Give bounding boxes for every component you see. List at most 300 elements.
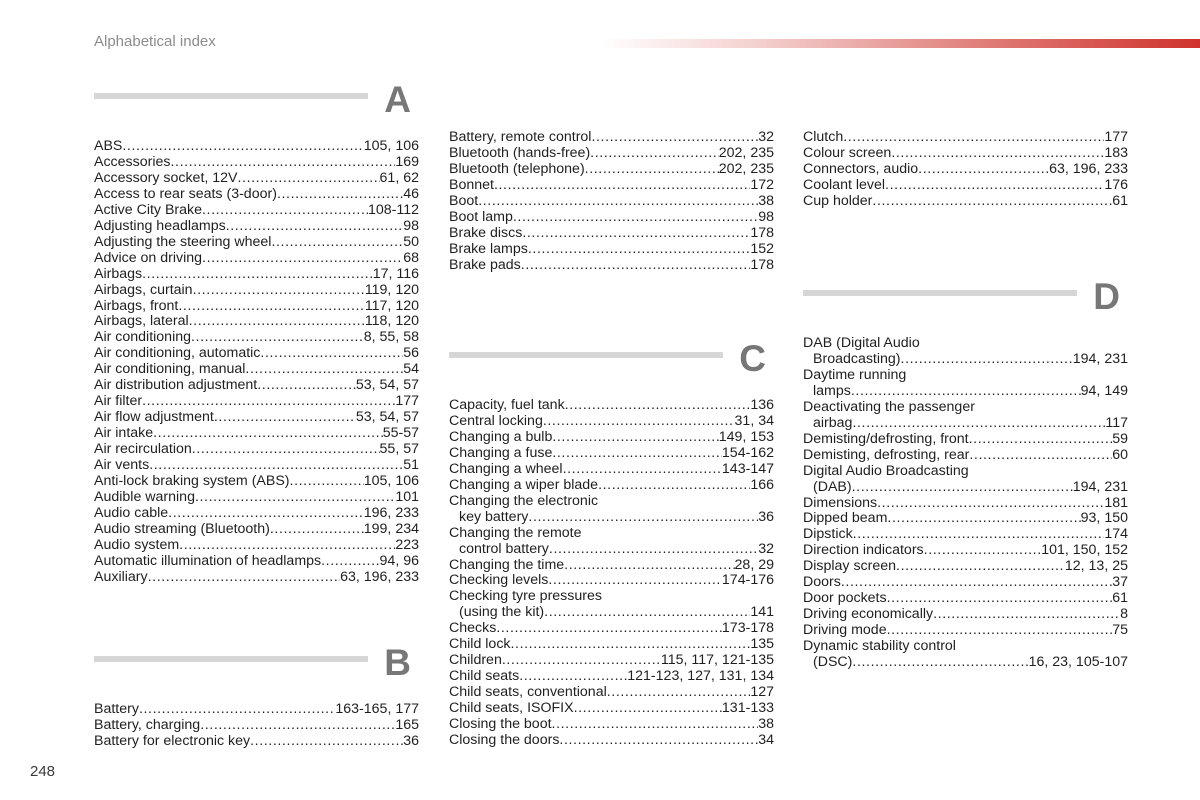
index-entry <box>803 448 1128 464</box>
dot-leader <box>178 299 364 315</box>
index-entry-term: Deactivating the passenger <box>803 398 975 415</box>
index-entry-pages: 17, 116 <box>372 265 419 282</box>
index-entry-term: Bluetooth (hands-free) <box>449 144 591 161</box>
dot-leader <box>872 194 1112 210</box>
index-entry <box>449 526 774 558</box>
dot-leader <box>496 621 722 637</box>
dot-leader <box>189 314 365 330</box>
index-entry <box>94 203 419 219</box>
dot-leader <box>226 219 404 235</box>
index-entry-pages: 152 <box>750 240 774 257</box>
index-entry-line <box>449 573 774 589</box>
dot-leader <box>887 591 1113 607</box>
dot-leader <box>565 398 751 414</box>
index-entry-term: Air vents <box>94 457 150 474</box>
index-entry <box>94 522 419 538</box>
index-entry-pages: 165 <box>395 716 419 733</box>
index-entry-line <box>803 559 1128 575</box>
index-entry-line <box>449 685 774 701</box>
index-entry <box>94 394 419 410</box>
index-entry <box>449 258 774 274</box>
index-entry-term-cont: (DSC) <box>813 654 853 671</box>
index-entry-line <box>94 251 419 267</box>
index-entry-line <box>449 621 774 637</box>
dot-leader <box>598 478 750 494</box>
dot-leader <box>519 669 627 685</box>
index-entry-term: Airbags, lateral <box>94 313 189 330</box>
index-entry <box>449 558 774 574</box>
index-entry <box>449 494 774 526</box>
dot-leader <box>142 394 395 410</box>
index-entry-term: Accessory socket, 12V <box>94 169 238 186</box>
index-entry-term: Advice on driving <box>94 249 203 266</box>
index-entry-term: Airbags, front <box>94 297 179 314</box>
index-entry-term: Active City Brake <box>94 201 203 218</box>
dot-leader <box>122 139 363 155</box>
index-entry <box>803 639 1128 671</box>
index-entry-pages: 32 <box>758 129 774 145</box>
index-entry-line <box>449 430 774 446</box>
index-entry-term: Colour screen <box>803 144 892 161</box>
index-entry-line <box>803 432 1128 448</box>
index-entry <box>94 299 419 315</box>
index-entry-line <box>94 362 419 378</box>
index-entry-term: Audio cable <box>94 504 169 521</box>
index-entry-pages: 31, 34 <box>734 412 774 429</box>
index-entry <box>94 554 419 570</box>
index-entry <box>449 653 774 669</box>
dot-leader <box>574 701 722 717</box>
index-entry-term: Boot lamp <box>449 208 513 225</box>
index-entry-line <box>449 653 774 669</box>
index-entry-line <box>94 410 419 426</box>
index-entry <box>803 496 1128 512</box>
index-entry-term: Door pockets <box>803 590 887 607</box>
index-entry-pages: 177 <box>1104 129 1128 145</box>
index-entry <box>94 267 419 283</box>
index-entry-line <box>803 178 1128 194</box>
dot-leader <box>148 570 340 586</box>
index-entry-pages: 154-162 <box>721 444 774 461</box>
index-entry-pages: 28, 29 <box>734 556 774 573</box>
index-entry-pages: 183 <box>1104 144 1128 161</box>
section-rule <box>803 290 1077 296</box>
index-entry-pages: 174-176 <box>721 572 774 589</box>
dot-leader <box>552 430 718 446</box>
index-entry-pages: 61, 62 <box>379 169 419 186</box>
entry-list-c <box>449 398 774 749</box>
index-entry-term: Bonnet <box>449 176 494 193</box>
section-header-b <box>94 642 419 702</box>
index-entry-line <box>449 605 774 621</box>
index-entry-line <box>94 203 419 219</box>
index-entry-line <box>449 398 774 414</box>
dot-leader <box>543 414 735 430</box>
index-entry-line <box>803 623 1128 639</box>
index-entry-pages: 223 <box>395 536 419 553</box>
index-entry-line <box>803 575 1128 591</box>
index-entry <box>94 171 419 187</box>
entry-list-b-cont <box>449 130 774 274</box>
index-entry <box>94 139 419 155</box>
index-entry-line <box>94 171 419 187</box>
index-entry-pages: 98 <box>403 217 419 234</box>
index-entry-pages: 63, 196, 233 <box>340 568 419 585</box>
index-entry-pages: 178 <box>750 256 774 273</box>
index-entry-term: Cup holder <box>803 192 873 209</box>
index-entry-pages: 172 <box>750 176 774 193</box>
index-entry-term: Adjusting headlamps <box>94 217 226 234</box>
index-entry <box>94 219 419 235</box>
index-entry-pages: 98 <box>758 208 774 225</box>
index-entry <box>803 178 1128 194</box>
index-entry-pages: 105, 106 <box>363 473 419 490</box>
index-entry <box>449 717 774 733</box>
index-entry <box>449 226 774 242</box>
index-entry-term: Clutch <box>803 129 844 145</box>
index-entry-term: Children <box>449 652 502 669</box>
index-entry-term: Driving mode <box>803 622 887 639</box>
index-entry-line <box>803 194 1128 210</box>
index-entry-term: Battery, remote control <box>449 129 592 145</box>
index-entry-term: Child lock <box>449 636 511 653</box>
index-entry-term: Air conditioning <box>94 329 192 346</box>
dot-leader <box>853 527 1105 543</box>
index-entry-line <box>94 474 419 490</box>
index-entry-line <box>449 194 774 210</box>
index-entry <box>449 242 774 258</box>
index-entry-line <box>94 506 419 522</box>
index-entry <box>94 362 419 378</box>
dot-leader <box>552 446 722 462</box>
index-entry-pages: 36 <box>403 732 419 749</box>
index-entry-term: Air intake <box>94 425 154 442</box>
index-entry-line <box>94 235 419 251</box>
index-entry-pages: 94, 149 <box>1080 382 1128 399</box>
index-entry-pages: 105, 106 <box>363 138 419 154</box>
index-entry-line <box>94 522 419 538</box>
index-entry-term: Dimensions <box>803 494 878 511</box>
index-entry-term: Child seats, conventional <box>449 684 607 701</box>
dot-leader <box>238 171 380 187</box>
index-entry-term: DAB (Digital Audio <box>803 335 920 351</box>
index-entry-pages: 51 <box>403 457 419 474</box>
index-entry-pages: 101, 150, 152 <box>1041 542 1128 559</box>
index-entry-term: Changing a wheel <box>449 460 563 477</box>
index-entry <box>94 314 419 330</box>
dot-leader <box>170 155 395 171</box>
index-entry-line <box>449 130 774 146</box>
index-entry-term: Changing the electronic <box>449 492 599 509</box>
index-entry-pages: 194, 231 <box>1072 350 1128 367</box>
index-entry-term: Changing the remote <box>449 524 582 541</box>
index-entry-pages: 8, 55, 58 <box>363 329 419 346</box>
index-entry-term: Display screen <box>803 558 897 575</box>
index-entry <box>94 155 419 171</box>
index-entry-line <box>449 178 774 194</box>
dot-leader <box>214 410 356 426</box>
index-entry <box>94 718 419 734</box>
index-entry <box>449 669 774 685</box>
index-entry <box>803 575 1128 591</box>
index-entry-line <box>94 283 419 299</box>
index-entry-pages: 53, 54, 57 <box>355 409 419 426</box>
index-entry <box>803 162 1128 178</box>
index-entry-term: Air recirculation <box>94 441 192 458</box>
dot-leader <box>607 685 751 701</box>
dot-leader <box>852 655 1028 671</box>
index-entry <box>94 426 419 442</box>
dot-leader <box>522 226 750 242</box>
index-entry-line <box>449 669 774 685</box>
index-entry-term: Audible warning <box>94 488 195 505</box>
index-entry-line <box>449 414 774 430</box>
dot-leader <box>149 458 403 474</box>
dot-leader <box>153 426 383 442</box>
index-entry-pages: 117, 120 <box>364 297 419 314</box>
dot-leader <box>544 605 750 621</box>
index-entry-term: Digital Audio Broadcasting <box>803 462 969 479</box>
dot-leader <box>139 702 335 718</box>
index-entry-term: ABS <box>94 138 123 154</box>
entry-list-c-cont <box>803 130 1128 210</box>
index-entry-line <box>94 490 419 506</box>
index-entry-line <box>449 637 774 653</box>
index-entry-term: Child seats, ISOFIX <box>449 700 574 717</box>
index-entry-line <box>94 538 419 554</box>
index-entry-line <box>94 378 419 394</box>
index-entry-pages: 136 <box>750 397 774 413</box>
index-entry-term: Brake pads <box>449 256 521 273</box>
index-entry <box>803 464 1128 496</box>
index-column-1-b <box>94 642 419 750</box>
index-entry <box>803 400 1128 432</box>
index-entry <box>94 506 419 522</box>
header-accent-bar <box>600 39 1200 48</box>
index-entry-pages: 46 <box>403 185 419 202</box>
index-entry-term: Checking tyre pressures <box>449 588 602 605</box>
index-entry-term-cont: Broadcasting) <box>813 350 901 367</box>
dot-leader <box>478 194 758 210</box>
index-entry-pages: 93, 150 <box>1080 510 1128 527</box>
index-entry-term: Air filter <box>94 393 143 410</box>
index-entry-term: Connectors, audio <box>803 160 919 177</box>
index-entry-pages: 174 <box>1104 526 1128 543</box>
index-entry-term: Child seats <box>449 668 520 685</box>
index-entry-line <box>803 511 1128 527</box>
index-entry <box>94 474 419 490</box>
index-entry <box>803 194 1128 210</box>
section-rule <box>94 656 368 662</box>
dot-leader <box>502 653 661 669</box>
index-entry-pages: 34 <box>758 732 774 749</box>
index-entry-pages: 202, 235 <box>718 160 774 177</box>
index-entry <box>449 130 774 146</box>
dot-leader <box>887 511 1080 527</box>
dot-leader <box>245 362 403 378</box>
index-entry-term: Checks <box>449 620 497 637</box>
index-entry-line <box>449 510 774 526</box>
dot-leader <box>270 522 364 538</box>
index-entry-pages: 63, 196, 233 <box>1049 160 1128 177</box>
index-entry-line <box>803 448 1128 464</box>
dot-leader <box>585 162 719 178</box>
index-entry-pages: 173-178 <box>721 620 774 637</box>
index-entry-line <box>803 416 1128 432</box>
index-entry-term: Air conditioning, automatic <box>94 345 261 362</box>
index-entry-term: Demisting/defrosting, front <box>803 430 969 447</box>
index-entry <box>94 187 419 203</box>
dot-leader <box>852 480 1073 496</box>
index-entry <box>803 146 1128 162</box>
index-entry-term-cont: lamps <box>813 382 851 399</box>
index-entry <box>803 130 1128 146</box>
index-entry-line <box>94 554 419 570</box>
index-entry <box>449 398 774 414</box>
index-entry <box>449 178 774 194</box>
index-entry-pages: 131-133 <box>721 700 774 717</box>
dot-leader <box>192 442 380 458</box>
dot-leader <box>271 235 403 251</box>
index-entry-line <box>449 162 774 178</box>
index-entry-term: Battery <box>94 701 139 717</box>
index-entry-term: Anti-lock braking system (ABS) <box>94 473 290 490</box>
index-entry-term: Central locking <box>449 412 543 429</box>
index-entry-term: Brake discs <box>449 224 523 241</box>
index-entry-pages: 16, 23, 105-107 <box>1028 654 1128 671</box>
index-entry-term: Driving economically <box>803 606 934 623</box>
section-rule <box>94 93 368 99</box>
index-entry-pages: 56 <box>403 345 419 362</box>
index-entry <box>449 146 774 162</box>
section-letter-a: A <box>384 79 411 120</box>
dot-leader <box>168 506 364 522</box>
index-entry-line <box>94 394 419 410</box>
index-entry-pages: 194, 231 <box>1072 478 1128 495</box>
index-entry <box>449 462 774 478</box>
index-entry-term: Coolant level <box>803 176 886 193</box>
index-column-1 <box>94 79 419 586</box>
index-entry <box>449 446 774 462</box>
section-letter-b: B <box>384 642 411 683</box>
dot-leader <box>195 490 395 506</box>
index-entry <box>94 570 419 586</box>
index-entry <box>803 623 1128 639</box>
index-entry <box>94 346 419 362</box>
index-entry-term: Audio streaming (Bluetooth) <box>94 520 270 537</box>
index-entry-line <box>449 733 774 749</box>
index-entry-pages: 8 <box>1120 606 1128 623</box>
entry-list-a <box>94 139 419 586</box>
index-entry-term: Air distribution adjustment <box>94 377 258 394</box>
index-entry <box>803 543 1128 559</box>
index-entry-line <box>449 717 774 733</box>
index-entry-term-cont: airbag <box>813 414 853 431</box>
index-entry-pages: 115, 117, 121-135 <box>660 652 774 669</box>
page-number: 248 <box>30 763 56 780</box>
dot-leader <box>933 607 1120 623</box>
index-entry-pages: 163-165, 177 <box>335 701 419 717</box>
index-entry <box>94 458 419 474</box>
index-entry-pages: 59 <box>1112 430 1128 447</box>
index-entry <box>449 637 774 653</box>
index-entry <box>803 591 1128 607</box>
index-entry <box>94 235 419 251</box>
index-entry <box>449 414 774 430</box>
index-column-3 <box>803 130 1128 210</box>
index-entry-term: Access to rear seats (3-door) <box>94 185 277 202</box>
dot-leader <box>142 267 373 283</box>
entry-list-d <box>803 336 1128 671</box>
index-entry-line <box>94 330 419 346</box>
index-entry <box>94 283 419 299</box>
dot-leader <box>918 162 1049 178</box>
section-letter-d: D <box>1093 276 1120 317</box>
index-entry-pages: 75 <box>1112 622 1128 639</box>
index-entry-line <box>803 655 1128 671</box>
section-header-d <box>803 276 1128 336</box>
dot-leader <box>885 178 1104 194</box>
index-entry-pages: 50 <box>403 233 419 250</box>
index-entry-line <box>94 442 419 458</box>
index-entry-line <box>449 242 774 258</box>
section-header-a <box>94 79 419 139</box>
dot-leader <box>494 178 750 194</box>
section-letter-c: C <box>739 338 766 379</box>
dot-leader <box>191 330 364 346</box>
index-entry-line <box>449 462 774 478</box>
dot-leader <box>969 432 1113 448</box>
index-entry-term: Audio system <box>94 536 180 553</box>
dot-leader <box>559 733 758 749</box>
index-column-2-c <box>449 338 774 749</box>
index-entry <box>803 607 1128 623</box>
index-entry-term-cont: control battery <box>459 540 549 557</box>
index-entry-line <box>94 155 419 171</box>
index-entry-term: Airbags <box>94 265 143 282</box>
index-entry-pages: 177 <box>395 393 419 410</box>
index-entry-line <box>94 718 419 734</box>
index-entry-line <box>449 258 774 274</box>
index-entry-pages: 118, 120 <box>364 313 419 330</box>
index-entry-pages: 12, 13, 25 <box>1064 558 1128 575</box>
entry-list-b <box>94 702 419 750</box>
index-entry-term: Changing a bulb <box>449 428 553 445</box>
dot-leader <box>260 346 403 362</box>
index-column-2 <box>449 130 774 274</box>
dot-leader <box>200 718 395 734</box>
dot-leader <box>257 378 356 394</box>
index-entry-term: Demisting, defrosting, rear <box>803 446 970 463</box>
index-entry <box>449 701 774 717</box>
index-entry-line <box>803 607 1128 623</box>
dot-leader <box>841 575 1112 591</box>
index-entry <box>94 378 419 394</box>
dot-leader <box>528 510 758 526</box>
dot-leader <box>521 258 751 274</box>
index-entry-term: Closing the boot <box>449 716 552 733</box>
section-rule <box>449 352 723 358</box>
index-entry <box>94 538 419 554</box>
index-entry <box>803 368 1128 400</box>
index-entry-term: Dipped beam <box>803 510 888 527</box>
index-entry-line <box>449 542 774 558</box>
index-entry-pages: 135 <box>750 636 774 653</box>
index-entry-pages: 178 <box>750 224 774 241</box>
index-entry-term: Direction indicators <box>803 542 924 559</box>
index-entry-term: Checking levels <box>449 572 549 589</box>
index-entry-pages: 61 <box>1112 590 1128 607</box>
